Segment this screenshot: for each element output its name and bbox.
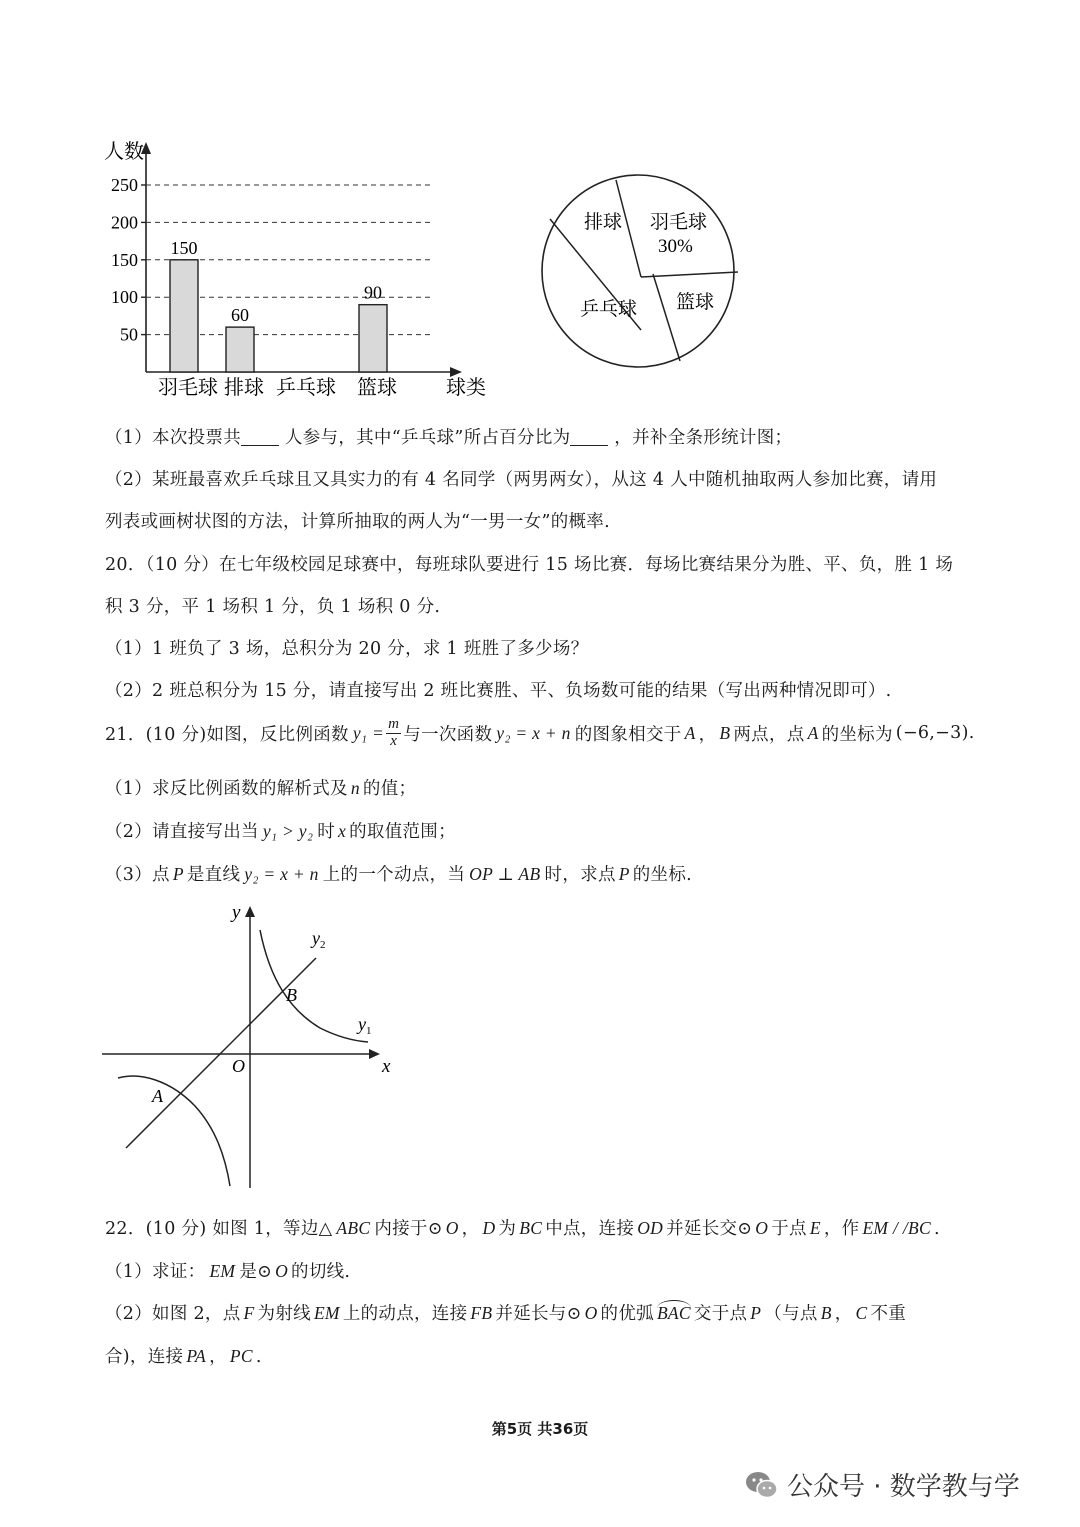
bar — [226, 327, 254, 372]
graph-label-B: B — [286, 985, 297, 1005]
graph-label-y2: $y_2$ — [312, 928, 326, 951]
q21-part2: （2）请直接写出当 y₁ > y₂ 时 x 的取值范围； — [105, 821, 456, 842]
graph-label-A: A — [152, 1086, 163, 1106]
x-category-label: 排球 — [224, 377, 264, 399]
y-tick-label: 50 — [120, 324, 138, 345]
fraction-m-over-x: $\frac{m}{x}$ — [388, 716, 400, 749]
q22-stem: 22．(10 分) 如图 1，等边△ ABC 内接于⊙ O ， D 为 BC 中点，连接 OD 并延长交⊙ O 于点 E ，作 EM / /BC . — [105, 1218, 940, 1239]
graph-label-x: x — [382, 1056, 391, 1077]
x-category-label: 乒乓球 — [276, 377, 336, 399]
arc-BAC: BAC — [657, 1300, 691, 1323]
watermark-text: 公众号 · 数学教与学 — [787, 1472, 1020, 1502]
q22-part2-line2: 合)，连接 PA ， PC . — [105, 1346, 262, 1367]
q21-stem: 21．(10 分)如图，反比例函数 y₁ = $\frac{m}{x}$ 与一次函数 y₂ = x + n 的图象相交于 A ， B 两点，点 A 的坐标为 (−6,−3) . — [105, 716, 975, 749]
graph-label-y: y — [232, 902, 241, 923]
q19-part2-line2: 列表或画树状图的方法，计算所抽取的两人为“一男一女”的概率. — [105, 512, 610, 532]
q20-part2: （2）2 班总积分为 15 分，请直接写出 2 班比赛胜、平、负场数可能的结果（写出两种情况即可）. — [105, 681, 892, 701]
watermark — [745, 1466, 1020, 1503]
x-category-label: 羽毛球 — [158, 377, 218, 399]
bar-chart — [90, 130, 510, 405]
y-axis-title: 人数 — [104, 141, 144, 163]
bar-data-label: 60 — [231, 305, 249, 326]
pie-label-percent: 30% — [658, 236, 693, 257]
graph-y-arrow — [245, 906, 255, 917]
bar-data-label: 150 — [170, 237, 198, 258]
q20-part1: （1）1 班负了 3 场，总积分为 20 分，求 1 班胜了多少场？ — [105, 639, 589, 659]
wechat-icon — [745, 1470, 779, 1500]
pie-chart — [540, 172, 750, 372]
q20-stem-line2: 积 3 分，平 1 场积 1 分，负 1 场积 0 分. — [105, 597, 441, 617]
y-tick-label: 200 — [111, 212, 138, 233]
q22-part1: （1）求证： EM 是⊙ O 的切线. — [105, 1261, 351, 1282]
x-category-label: 篮球 — [357, 377, 397, 399]
y-tick-label: 250 — [111, 175, 138, 195]
q19-part2-line1: （2）某班最喜欢乒乓球且又具实力的有 4 名同学（两男两女），从这 4 人中随机抽取两人参加比赛，请用 — [105, 470, 938, 490]
q21-part3: （3）点 P 是直线 y₂ = x + n 上的一个动点，当 OP ⊥ AB 时，求点 P 的坐标. — [105, 864, 693, 885]
bar — [170, 260, 198, 372]
bar-data-label: 90 — [364, 282, 382, 303]
y-tick-label: 100 — [111, 287, 138, 308]
graph-label-origin: O — [232, 1056, 245, 1076]
q22-part2-line1: （2）如图 2，点 F 为射线 EM 上的动点，连接 FB 并延长与⊙ O 的优弧 BAC 交于点 P （与点 B ， C 不重 — [105, 1300, 906, 1325]
bar — [359, 305, 387, 372]
pie-label-lanqiu: 篮球 — [676, 292, 715, 313]
pie-label-paiqiu: 排球 — [584, 212, 623, 233]
q19-part1: （1）本次投票共 人参与，其中“乒乓球”所占百分比为 ，并补全条形统计图； — [105, 428, 793, 448]
page-footer: 第5页 共36页 — [491, 1420, 589, 1438]
x-axis-title: 球类 — [446, 377, 486, 399]
q20-stem-line1: 20．（10 分）在七年级校园足球赛中，每班球队要进行 15 场比赛．每场比赛结果分为胜、平、负，胜 1 场 — [105, 555, 954, 575]
answer-blank-percent[interactable] — [570, 427, 608, 446]
pie-label-pingpang: 乒乓球 — [580, 299, 638, 320]
function-graph — [100, 900, 400, 1190]
graph-label-y1: $y_1$ — [358, 1014, 372, 1037]
x-axis-arrow — [450, 367, 462, 377]
y-tick-label: 150 — [111, 249, 138, 270]
answer-blank-count[interactable] — [241, 427, 279, 446]
graph-x-arrow — [369, 1049, 380, 1059]
hyperbola-branch-2 — [118, 1076, 230, 1186]
pie-label-yumaoqiu: 羽毛球 — [650, 212, 708, 233]
q21-part1: （1）求反比例函数的解析式及 n 的值； — [105, 778, 417, 799]
